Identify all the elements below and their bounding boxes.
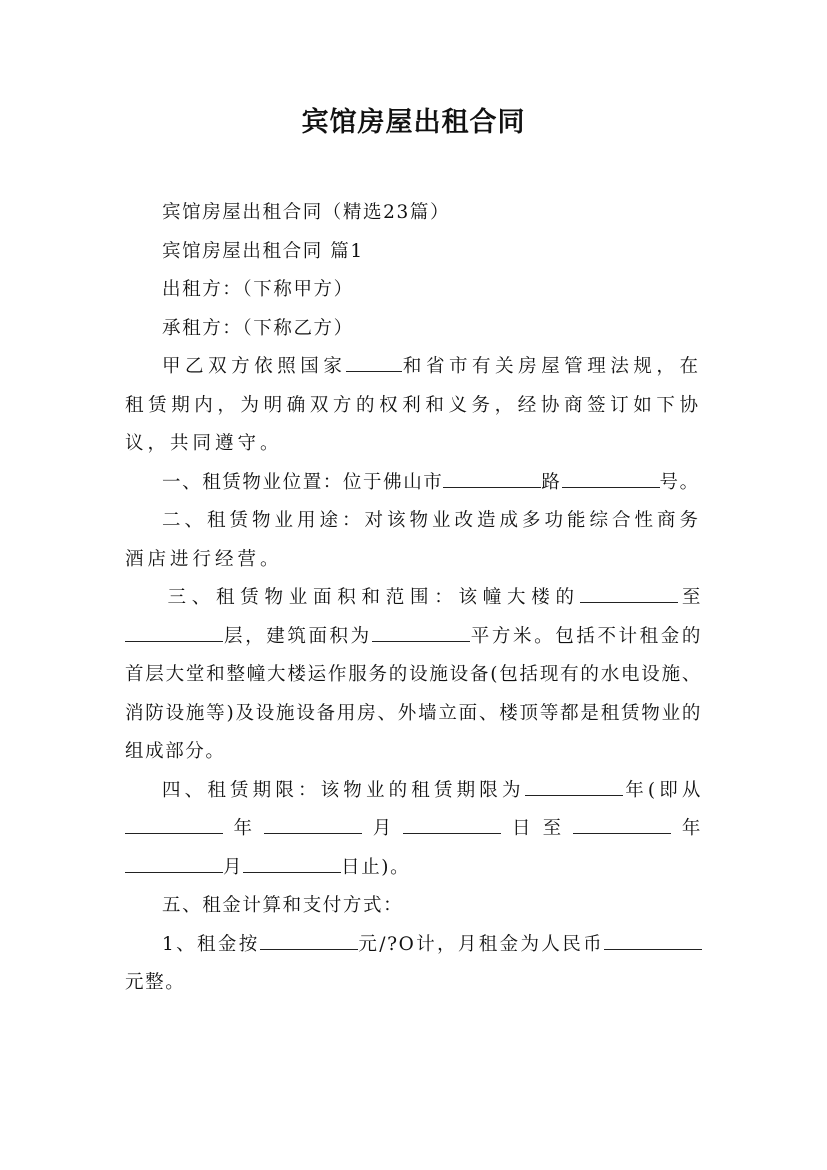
clause-5-1-paragraph [125,926,702,1003]
blank-line [125,814,223,834]
intro-text-2: 和省市有关房屋管理法规，在租赁期内，为明确双方的权利和义务，经协商签订如下协议，共同遵守。 [125,356,702,454]
clause-5-1-text-1: 1、租金按 [162,933,260,955]
lessee-line: 承租方：（下称乙方） [162,317,354,339]
intro-text-1: 甲乙双方依照国家 [162,356,347,377]
clause-3-text-1: 三、租赁物业面积和范围：该幢大楼的 [167,587,580,608]
document-subtitle: 宾馆房屋出租合同（精选23篇） [162,202,451,223]
clause-1-paragraph [125,464,702,503]
section-heading: 宾馆房屋出租合同 篇1 [162,240,364,262]
clause-3-paragraph [125,579,702,772]
blank-line [264,814,362,834]
clause-4-text-3: 年 [223,818,265,839]
clause-4-text-8: 日止)。 [341,856,411,878]
clause-3-text-4: 平方米。包括不计租金的首层大堂和整幢大楼运作服务的设施设备(包括现有的水电设施、消防设施等)及设施设备用房、外墙立面、楼顶等都是租赁物业的组成部分。 [125,625,702,762]
clause-4-text-5: 日至 [501,818,574,839]
blank-line [525,775,623,795]
blank-line [403,814,501,834]
blank-line [372,621,470,641]
blank-line [260,929,358,949]
blank-line [125,852,223,872]
clause-1-text-1: 一、租赁物业位置：位于佛山市 [162,471,444,493]
blank-line [573,814,671,834]
document-body [125,194,702,1003]
intro-paragraph [125,348,702,464]
clause-1-text-3: 号。 [659,471,700,493]
clause-1-text-2: 路 [541,471,562,493]
lessor-line: 出租方：（下称甲方） [162,279,354,300]
blank-line [243,852,341,872]
clause-4-paragraph [125,772,702,888]
clause-5-1-text-2: 元/?O计，月租金为人民币 [357,933,604,955]
blank-line [580,583,678,603]
document-title: 宾馆房屋出租合同 [301,107,526,138]
blank-line [604,929,702,949]
clause-3-text-2: 至 [677,587,702,608]
clause-5-heading: 五、租金计算和支付方式： [162,895,404,916]
clause-4-text-2: 年(即从 [622,779,702,801]
clause-3-text-3: 层，建筑面积为 [223,625,372,647]
clause-4-text-6: 年 [671,818,702,839]
blank-line [562,467,660,487]
blank-line [346,352,402,372]
clause-4-text-1: 四、租赁期限：该物业的租赁期限为 [162,779,525,801]
clause-4-text-7: 月 [223,856,244,878]
blank-line [443,467,541,487]
clause-5-1-text-3: 元整。 [125,972,186,993]
blank-line [125,621,223,641]
clause-4-text-4: 月 [362,818,404,839]
clause-2-paragraph: 二、租赁物业用途：对该物业改造成多功能综合性商务酒店进行经营。 [125,510,703,570]
